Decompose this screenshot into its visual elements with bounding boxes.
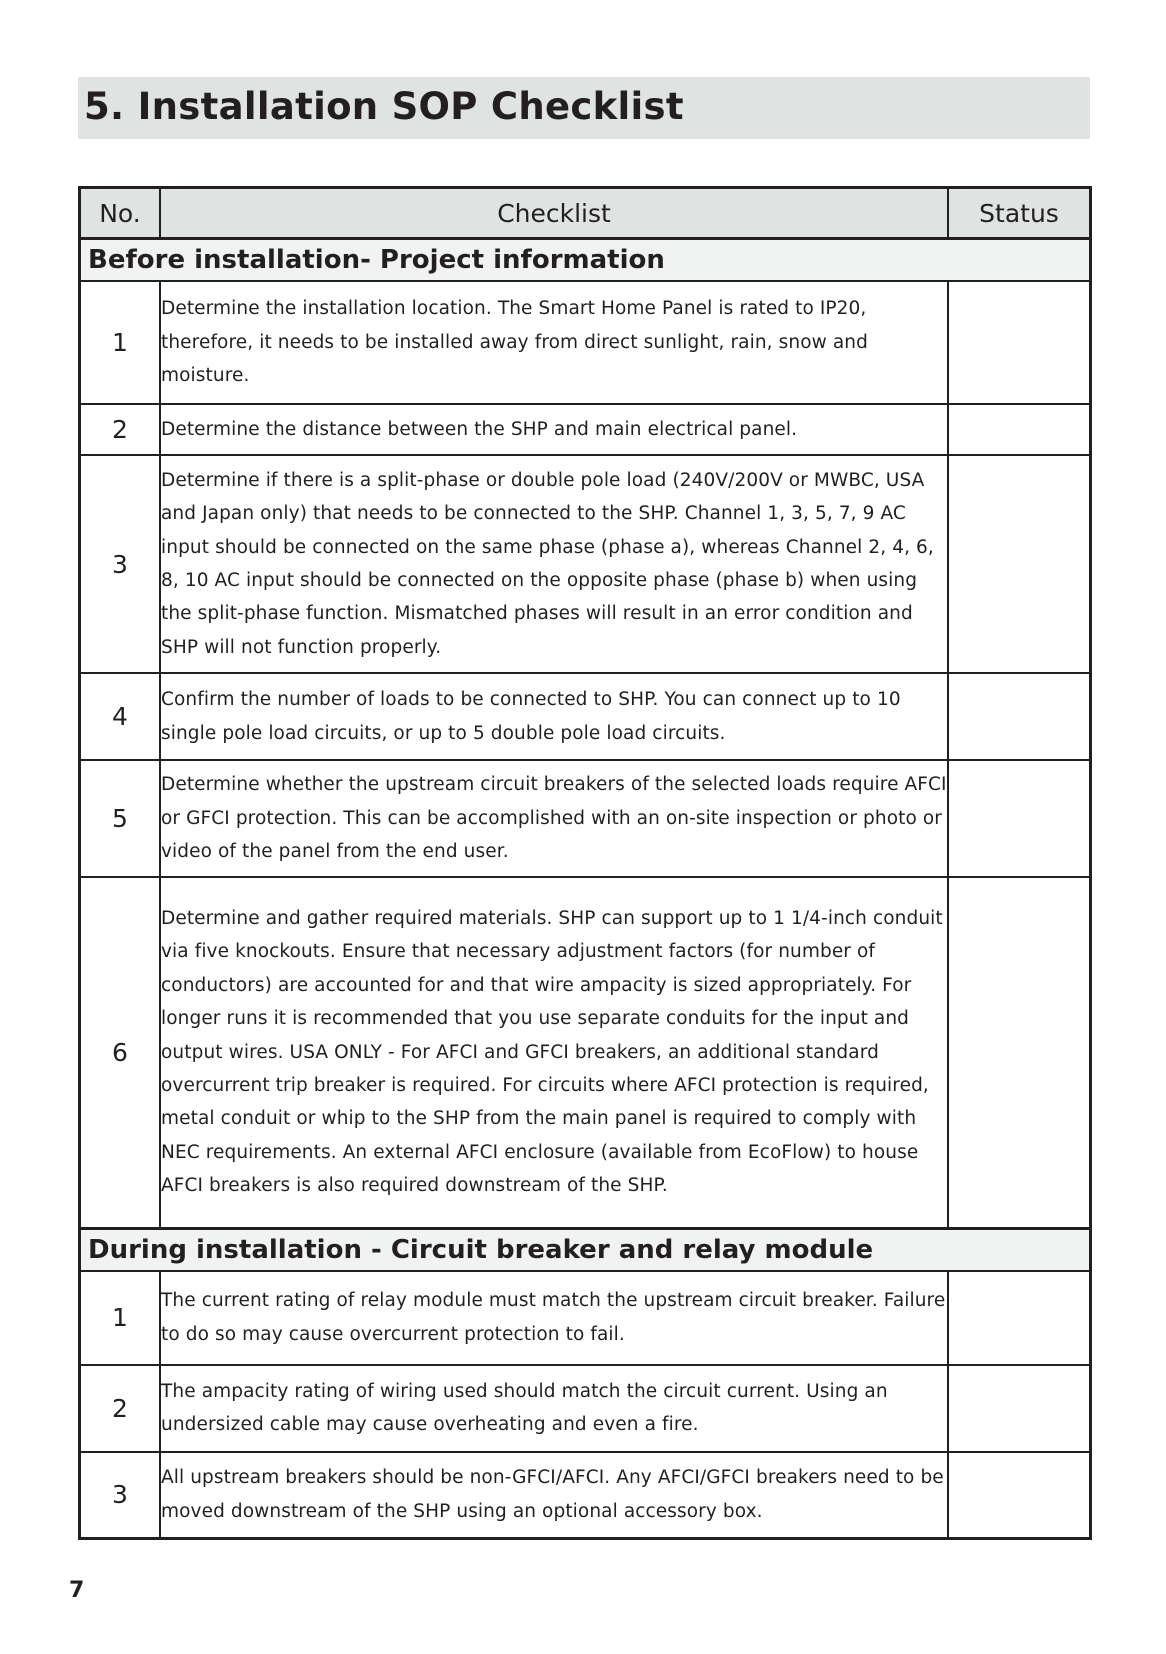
row-number: 2 — [80, 1365, 161, 1452]
row-number: 3 — [80, 1452, 161, 1539]
table-row — [80, 281, 1091, 404]
row-status-cell[interactable] — [948, 1271, 1091, 1365]
section-heading-row — [80, 1228, 1091, 1271]
header-status: Status — [948, 188, 1091, 239]
row-checklist-text: Determine the distance between the SHP and main electrical panel. — [160, 404, 948, 455]
table-header-row — [80, 188, 1091, 239]
page-title: 5. Installation SOP Checklist — [84, 85, 684, 128]
table-row — [80, 1271, 1091, 1365]
row-number: 5 — [80, 760, 161, 877]
table-row — [80, 1365, 1091, 1452]
checklist-table — [78, 186, 1092, 1540]
table-row — [80, 455, 1091, 673]
row-checklist-text: Determine if there is a split-phase or double pole load (240V/200V or MWBC, USA and Japan only) that needs to be connected to the SHP. Channel 1, 3, 5, 7, 9 AC input should be connected on the same phase (phase a), whereas Channel 2, 4, 6, 8, 10 AC input should be connected on the opposite phase (phase b) when using the split-phase function. Mismatched phases will result in an error condition and SHP will not function properly. — [160, 455, 948, 673]
header-checklist: Checklist — [160, 188, 948, 239]
row-number: 1 — [80, 1271, 161, 1365]
row-status-cell[interactable] — [948, 281, 1091, 404]
row-status-cell[interactable] — [948, 877, 1091, 1228]
section-heading: Before installation- Project information — [80, 239, 1091, 282]
row-status-cell[interactable] — [948, 455, 1091, 673]
table-row — [80, 673, 1091, 760]
row-checklist-text: Determine whether the upstream circuit breakers of the selected loads require AFCI or GFCI protection. This can be accomplished with an on-site inspection or photo or video of the panel from the end user. — [160, 760, 948, 877]
row-number: 3 — [80, 455, 161, 673]
section-heading: During installation - Circuit breaker and relay module — [80, 1228, 1091, 1271]
row-number: 2 — [80, 404, 161, 455]
table-row — [80, 1452, 1091, 1539]
row-checklist-text: The ampacity rating of wiring used should match the circuit current. Using an undersized cable may cause overheating and even a fire. — [160, 1365, 948, 1452]
row-checklist-text: All upstream breakers should be non-GFCI/AFCI. Any AFCI/GFCI breakers need to be moved downstream of the SHP using an optional accessory box. — [160, 1452, 948, 1539]
table-row — [80, 404, 1091, 455]
page-number: 7 — [69, 1578, 85, 1603]
row-status-cell[interactable] — [948, 760, 1091, 877]
row-checklist-text: Determine and gather required materials. SHP can support up to 1 1/4-inch conduit via five knockouts. Ensure that necessary adjustment factors (for number of conductors) are accounted for and that wire ampacity is sized appropriately. For longer runs it is recommended that you use separate conduits for the input and output wires. USA ONLY - For AFCI and GFCI breakers, an additional standard overcurrent trip breaker is required. For circuits where AFCI protection is required, metal conduit or whip to the SHP from the main panel is required to comply with NEC requirements. An external AFCI enclosure (available from EcoFlow) to house AFCI breakers is also required downstream of the SHP. — [160, 877, 948, 1228]
row-checklist-text: The current rating of relay module must match the upstream circuit breaker. Failure to do so may cause overcurrent protection to fail. — [160, 1271, 948, 1365]
header-no: No. — [80, 188, 161, 239]
row-status-cell[interactable] — [948, 404, 1091, 455]
row-checklist-text: Determine the installation location. The Smart Home Panel is rated to IP20, therefore, it needs to be installed away from direct sunlight, rain, snow and moisture. — [160, 281, 948, 404]
section-title-bar — [78, 77, 1090, 139]
table-row — [80, 760, 1091, 877]
row-number: 1 — [80, 281, 161, 404]
row-status-cell[interactable] — [948, 673, 1091, 760]
row-number: 6 — [80, 877, 161, 1228]
section-heading-row — [80, 239, 1091, 282]
row-checklist-text: Confirm the number of loads to be connected to SHP. You can connect up to 10 single pole load circuits, or up to 5 double pole load circuits. — [160, 673, 948, 760]
row-status-cell[interactable] — [948, 1365, 1091, 1452]
row-status-cell[interactable] — [948, 1452, 1091, 1539]
table-row — [80, 877, 1091, 1228]
row-number: 4 — [80, 673, 161, 760]
